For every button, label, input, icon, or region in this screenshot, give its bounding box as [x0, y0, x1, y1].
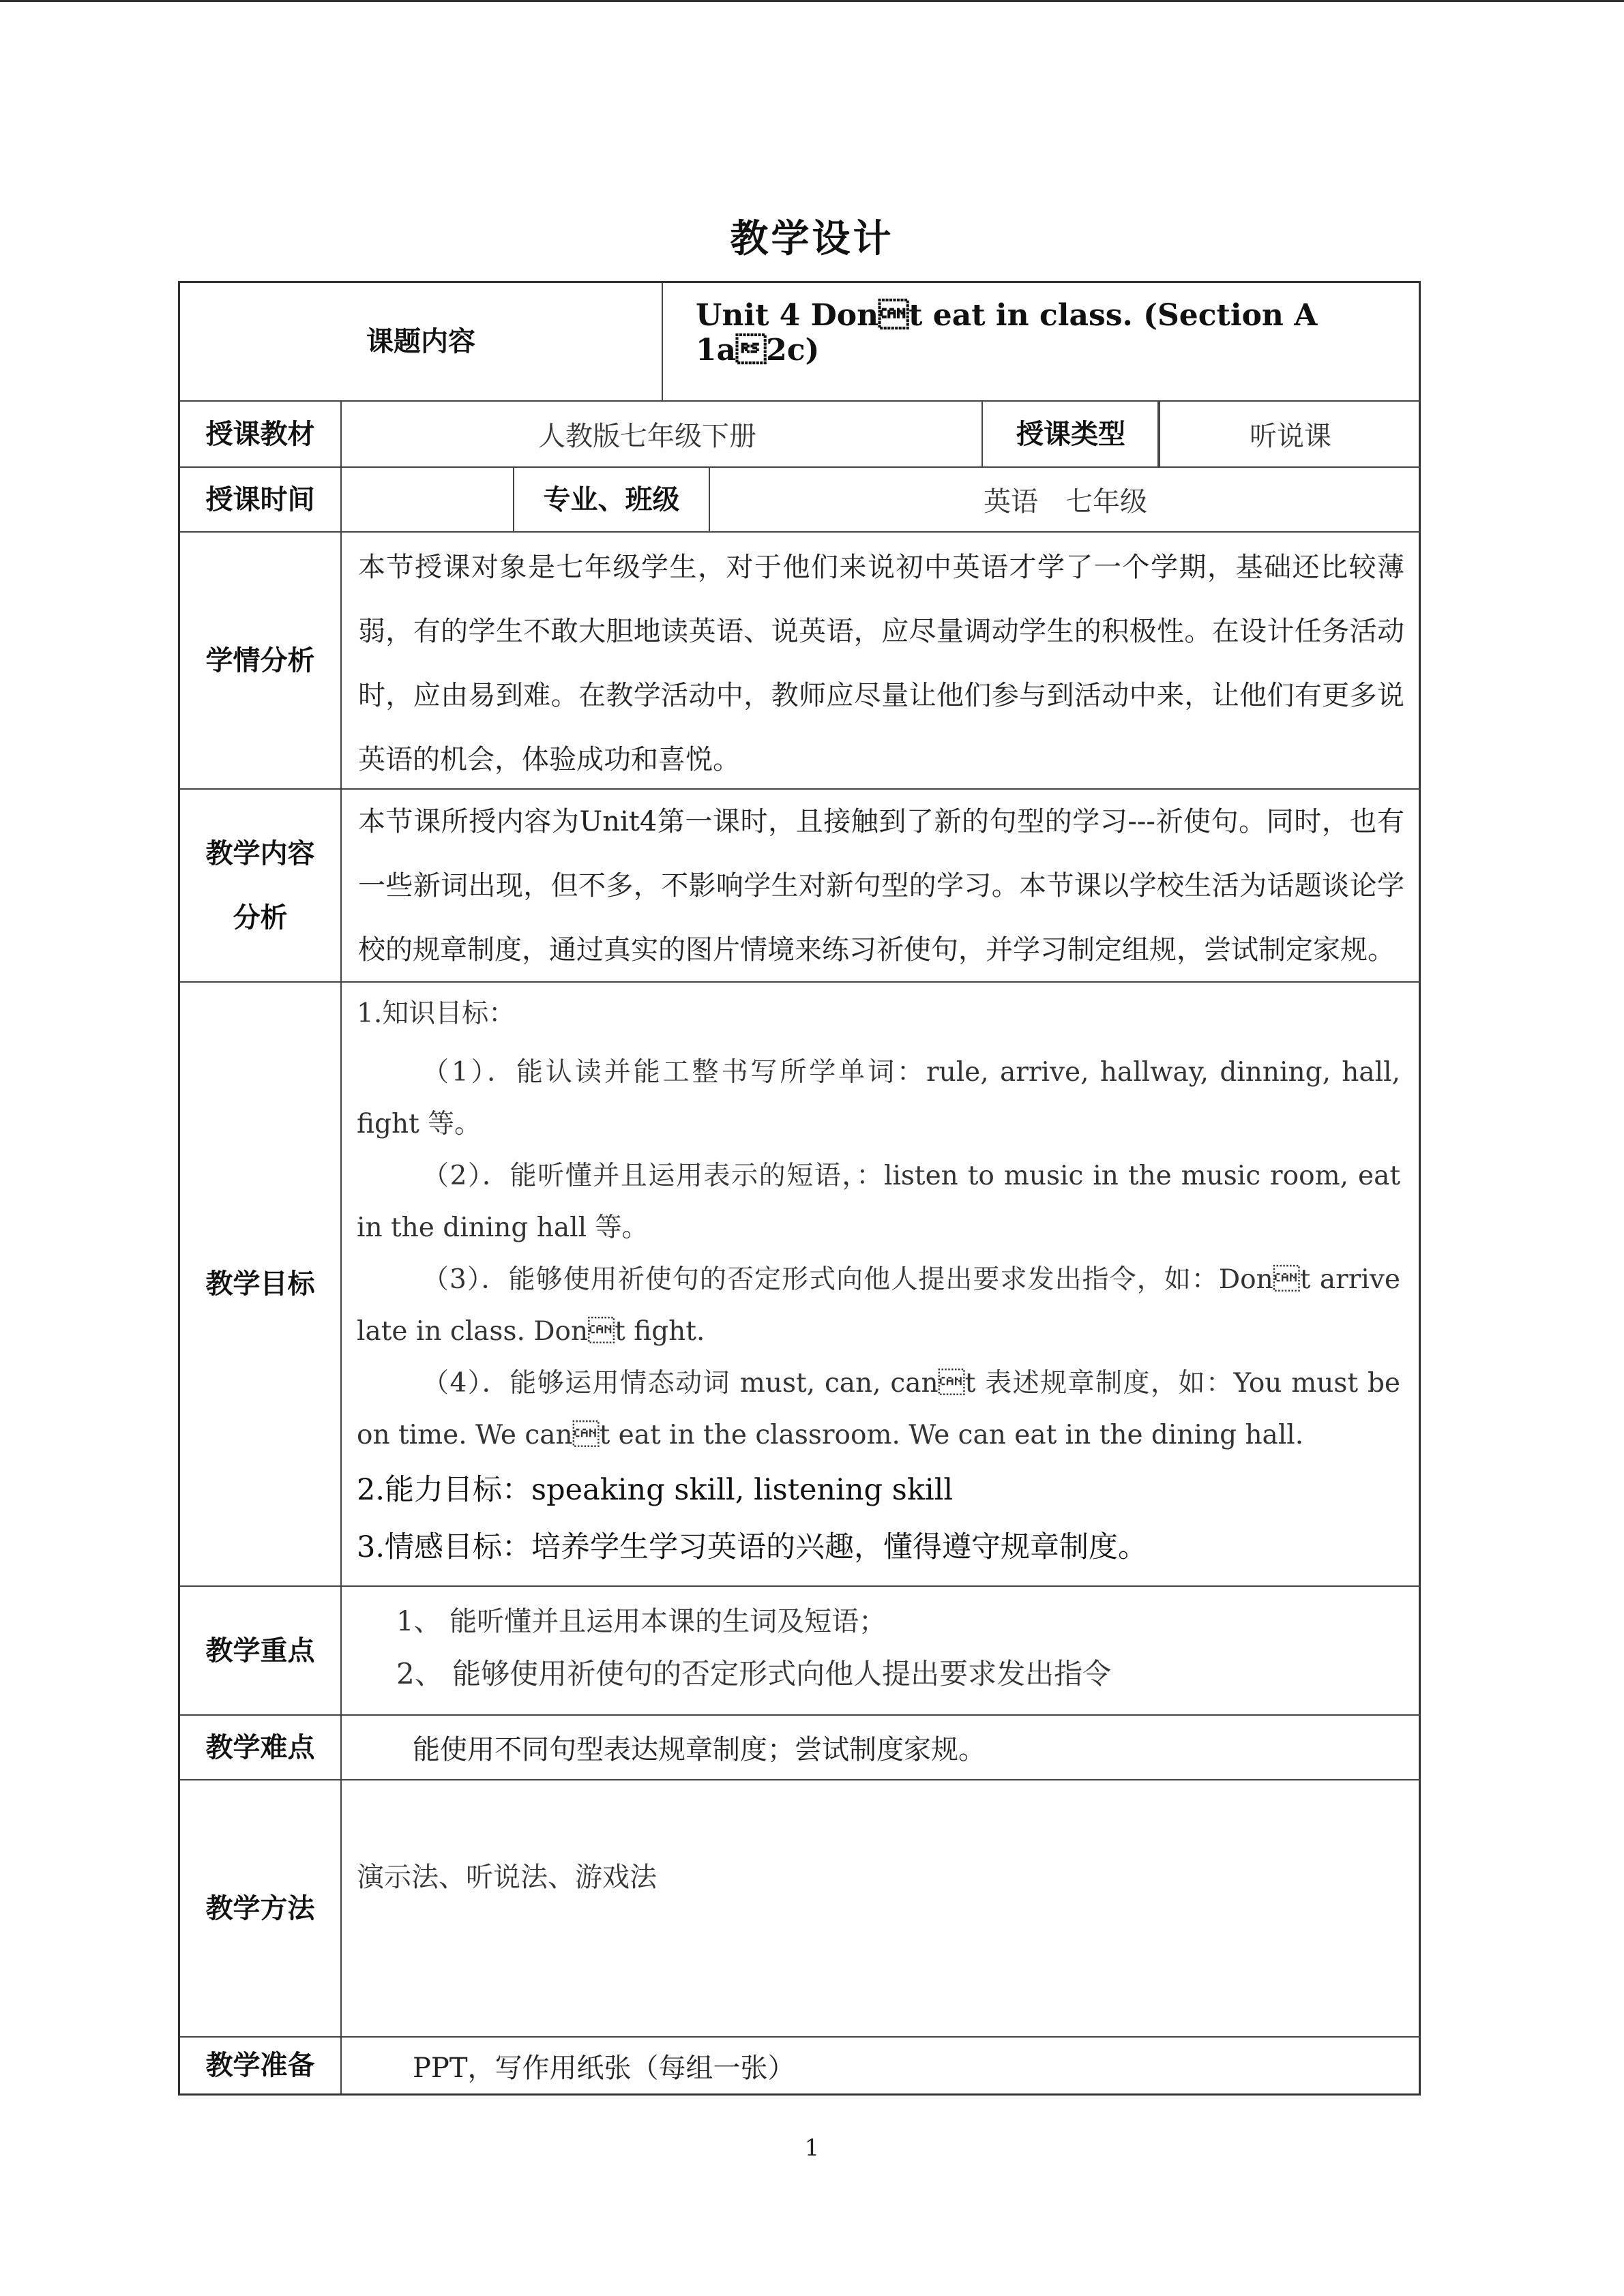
- time-value: [342, 468, 514, 533]
- textbook-value-text: 人教版七年级下册: [538, 421, 756, 452]
- key-points-cell: [342, 1587, 1421, 1716]
- preparation-text: PPT，写作用纸张（每组一张）: [413, 2052, 795, 2084]
- class-value: 英语 七年级: [710, 468, 1421, 533]
- knowledge-goal-title: 1.知识目标：: [357, 998, 516, 1029]
- student-analysis-text: 本节授课对象是七年级学生，对于他们来说初中英语才学了一个学期，基础还比较薄弱，有的学生不敢大胆地读英语、说英语，应尽量调动学生的积极性。在设计任务活动时，应由易到难。在教学活动中，教师应尽量让他们参与到活动中来，让他们有更多说英语的机会，体验成功和喜悦。: [358, 552, 1404, 775]
- key-points-label: 教学重点: [180, 1587, 342, 1716]
- ability-goal: 2.能力目标：speaking skill, listening skill: [357, 1473, 954, 1507]
- class-label: 专业、班级: [514, 468, 710, 533]
- objectives-label: 教学目标: [180, 983, 342, 1587]
- lesson-type-value: 听说课: [1160, 402, 1421, 468]
- difficulties-label: 教学难点: [180, 1716, 342, 1780]
- objectives-cell: [342, 983, 1421, 1587]
- knowledge-goal-item: （1）．能认读并能工整书写所学单词：rule, arrive, hallway, dinning, hall, fight 等。: [357, 1057, 1400, 1139]
- topic-label: 课题内容: [180, 283, 663, 402]
- content-analysis-text: 本节课所授内容为Unit4第一课时，且接触到了新的句型的学习---祈使句。同时，也有一些新词出现，但不多，不影响学生对新句型的学习。本节课以学校生活为话题谈论学校的规章制度，通过真实的图片情境来练习祈使句，并学习制定组规，尝试制定家规。: [358, 806, 1404, 966]
- time-label: 授课时间: [180, 468, 342, 533]
- topic-value-cell: [663, 283, 1421, 402]
- student-analysis-cell: [342, 533, 1421, 790]
- content-analysis-label-line1: 教学内容: [205, 837, 315, 869]
- student-analysis-label: 学情分析: [180, 533, 342, 790]
- knowledge-goal-item: （3）．能够使用祈使句的否定形式向他人提出要求发出指令，如：Dont arrive late in class. Dont fight.: [357, 1264, 1400, 1347]
- methods-cell: [342, 1780, 1421, 2038]
- preparation-cell: [342, 2038, 1421, 2093]
- content-analysis-cell: [342, 790, 1421, 983]
- page-title: 教学设计: [730, 217, 894, 261]
- page-top-border: [0, 0, 1624, 2]
- topic-value: Unit 4 Dont eat in class. (Section A 1a 2c): [696, 298, 1318, 368]
- methods-label: 教学方法: [180, 1780, 342, 2038]
- content-analysis-label-line2: 分析: [233, 901, 288, 934]
- content-analysis-label: [180, 790, 342, 983]
- preparation-label: 教学准备: [180, 2038, 342, 2093]
- difficulties-cell: [342, 1716, 1421, 1780]
- key-point-item: 2、 能够使用祈使句的否定形式向他人提出要求发出指令: [396, 1657, 1112, 1690]
- textbook-label: 授课教材: [180, 402, 342, 468]
- knowledge-goal-item: （4）．能够运用情态动词 must, can, cant 表述规章制度，如：You must be on time. We cant eat in the classroom. We can eat in the dining hall.: [357, 1368, 1400, 1450]
- methods-text: 演示法、听说法、游戏法: [357, 1862, 657, 1893]
- lesson-plan-table: [178, 281, 1421, 2096]
- difficulties-text: 能使用不同句型表达规章制度；尝试制度家规。: [413, 1734, 986, 1765]
- key-point-item: 1、 能听懂并且运用本课的生词及短语；: [396, 1606, 887, 1637]
- knowledge-goal-item: （2）．能听懂并且运用表示的短语，：listen to music in the music room, eat in the dining hall 等。: [357, 1161, 1400, 1243]
- page-number: 1: [804, 2134, 820, 2162]
- emotion-goal: 3.情感目标：培养学生学习英语的兴趣，懂得遵守规章制度。: [357, 1530, 1148, 1564]
- lesson-type-label: 授课类型: [981, 402, 1160, 468]
